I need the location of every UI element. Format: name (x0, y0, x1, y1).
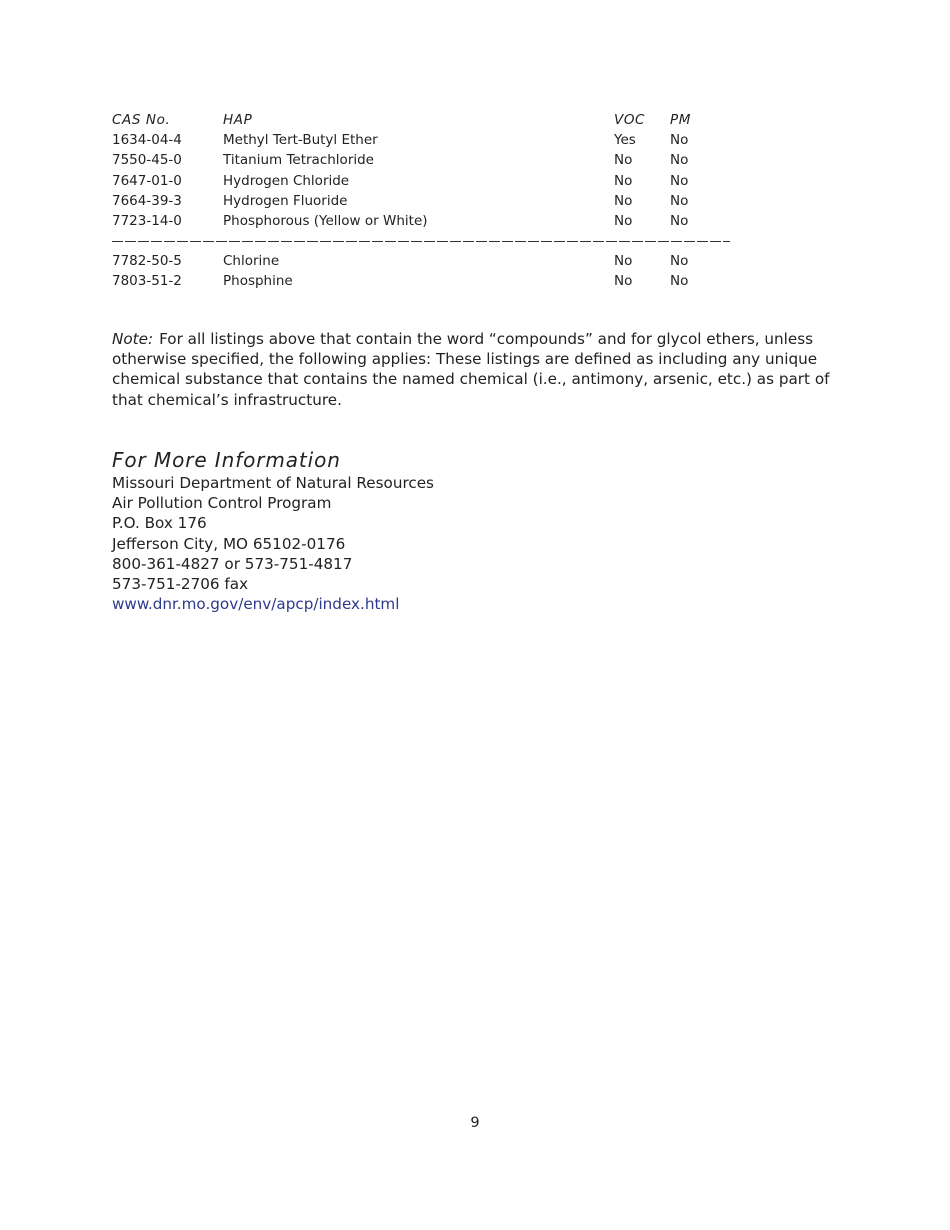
header-cas: CAS No. (112, 112, 171, 128)
cell-voc: No (614, 273, 633, 290)
table-row (112, 150, 752, 170)
cell-hap: Hydrogen Chloride (223, 172, 350, 189)
cell-voc: No (614, 212, 633, 229)
cell-cas: 7782-50-5 (112, 253, 182, 270)
note-paragraph (112, 329, 832, 410)
header-hap: HAP (223, 112, 253, 128)
cell-voc: No (614, 253, 633, 270)
contact-program: Air Pollution Control Program (112, 494, 332, 513)
table-row (112, 211, 752, 231)
cell-pm: No (670, 152, 689, 169)
dashed-rule (112, 241, 730, 242)
cell-voc: No (614, 152, 633, 169)
note-label: Note: (112, 330, 154, 348)
header-voc: VOC (614, 112, 646, 128)
contact-phone: 800-361-4827 or 573-751-4817 (112, 554, 353, 573)
more-info-section (112, 447, 712, 614)
cell-hap: Phosphine (223, 273, 293, 290)
more-info-heading: For More Information (112, 448, 341, 472)
website-link[interactable]: www.dnr.mo.gov/env/apcp/index.html (112, 595, 400, 614)
cell-cas: 7550-45-0 (112, 152, 182, 169)
cell-voc: No (614, 172, 633, 189)
page-number: 9 (470, 1115, 480, 1131)
cell-hap: Titanium Tetrachloride (223, 152, 374, 169)
cell-pm: No (670, 253, 689, 270)
cell-hap: Phosphorous (Yellow or White) (223, 212, 428, 229)
header-pm: PM (670, 112, 691, 128)
cell-pm: No (670, 192, 689, 209)
cell-pm: No (670, 132, 689, 149)
cell-voc: Yes (614, 132, 636, 149)
table-row (112, 130, 752, 150)
table-row (112, 171, 752, 191)
table-divider (112, 231, 752, 251)
table-row (112, 271, 752, 291)
note-text: For all listings above that contain the word “compounds” and for glycol ethers, unless otherwise specified, the following applies: These listings are defined as including any unique chemical substance that contains the named chemical (i.e., antimony, arsenic, etc.) as part of that chemical’s infrastructure. (112, 330, 830, 409)
cell-hap: Chlorine (223, 253, 280, 270)
cell-cas: 7803-51-2 (112, 273, 182, 290)
cell-cas: 1634-04-4 (112, 132, 182, 149)
table-row (112, 251, 752, 271)
cell-hap: Methyl Tert-Butyl Ether (223, 132, 378, 149)
contact-po-box: P.O. Box 176 (112, 514, 207, 533)
cell-voc: No (614, 192, 633, 209)
table-header-row (112, 110, 752, 130)
cell-pm: No (670, 273, 689, 290)
cell-cas: 7647-01-0 (112, 172, 182, 189)
cell-pm: No (670, 212, 689, 229)
cell-cas: 7723-14-0 (112, 212, 182, 229)
cell-hap: Hydrogen Fluoride (223, 192, 348, 209)
cell-pm: No (670, 172, 689, 189)
contact-fax: 573-751-2706 fax (112, 575, 249, 594)
cell-cas: 7664-39-3 (112, 192, 182, 209)
contact-city: Jefferson City, MO 65102-0176 (112, 534, 346, 553)
contact-organization: Missouri Department of Natural Resources (112, 474, 434, 492)
hap-table (112, 110, 752, 292)
table-row (112, 191, 752, 211)
